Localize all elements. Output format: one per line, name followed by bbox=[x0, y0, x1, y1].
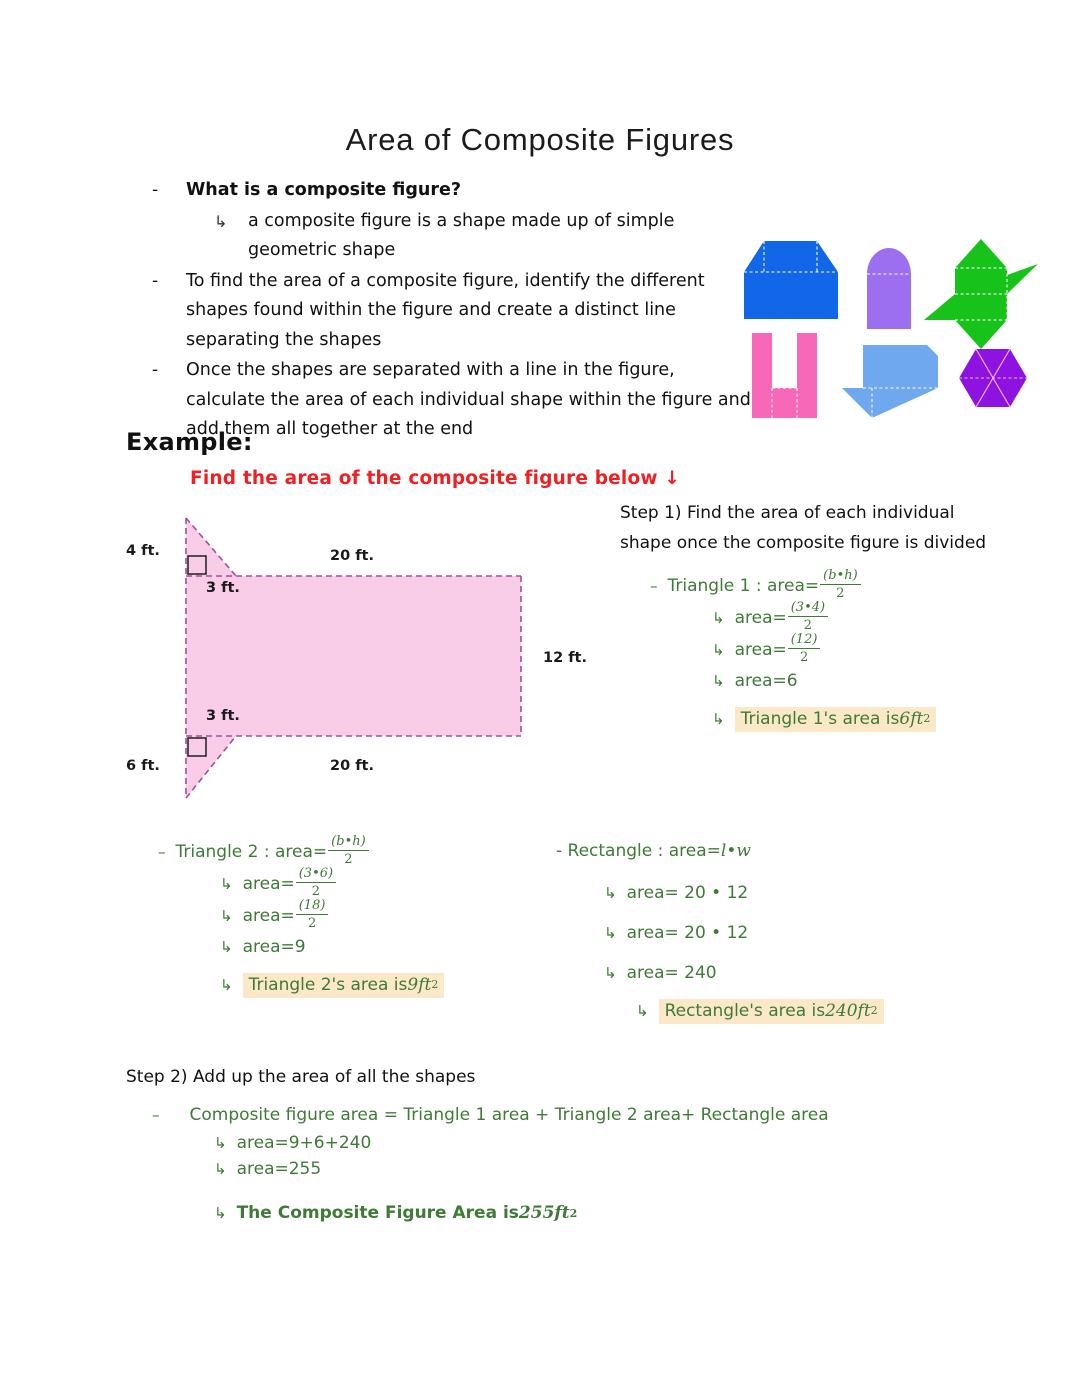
sub-bullet-arrow-icon: ↳ bbox=[214, 1204, 227, 1222]
triangle1-step-2: area= $\frac{(12)}{2}$ bbox=[735, 634, 822, 666]
bullet-dash-icon: - bbox=[152, 360, 159, 380]
sub-bullet-arrow-icon: ↳ bbox=[604, 884, 617, 902]
triangle2-answer-highlight: Triangle 2's area is 9ft 2 bbox=[243, 973, 445, 998]
fraction: $\frac{(b•h)}{2}$ bbox=[328, 835, 369, 867]
work-line bbox=[712, 666, 936, 696]
triangle1-formula bbox=[668, 570, 862, 602]
work-line bbox=[712, 634, 936, 666]
step2-equation: Composite figure area = Triangle 1 area + Triangle 2 area+ Rectangle area bbox=[189, 1105, 829, 1125]
semicircle-on-rectangle-icon bbox=[867, 248, 911, 329]
work-line bbox=[220, 900, 444, 932]
bullet-dash-icon: - bbox=[152, 180, 159, 200]
u-shape-icon bbox=[752, 333, 817, 418]
triangle2-formula-label: Triangle 2 : area= bbox=[175, 842, 328, 862]
triangle2-result: area=9 bbox=[242, 937, 306, 957]
work-line bbox=[712, 704, 936, 734]
step1-heading-line2: shape once the composite figure is divided bbox=[620, 533, 987, 553]
fraction: $\frac{(b•h)}{2}$ bbox=[820, 569, 861, 601]
triangle2-step-1: area= $\frac{(3•6)}{2}$ bbox=[243, 868, 338, 900]
step1-heading-line1: Step 1) Find the area of each individual bbox=[620, 503, 955, 523]
composite-figure-diagram bbox=[128, 508, 608, 818]
sub-bullet-arrow-icon: ↳ bbox=[712, 641, 725, 659]
bullet-dash-icon: – bbox=[158, 843, 166, 861]
triangle1-formula-label: Triangle 1 : area= bbox=[667, 576, 820, 596]
triangle1-work-block bbox=[650, 570, 936, 734]
triangle1-result: area=6 bbox=[734, 671, 798, 691]
step2-line-1: area=9+6+240 bbox=[236, 1133, 372, 1153]
dimension-label-right-height: 12 ft. bbox=[543, 650, 587, 666]
list-item bbox=[152, 267, 752, 356]
dimension-label-left-top: 4 ft. bbox=[126, 543, 160, 559]
sub-bullet-arrow-icon: ↳ bbox=[220, 976, 233, 994]
step1-heading bbox=[620, 498, 1020, 558]
rectangle-formula: - Rectangle : area= l • w bbox=[556, 841, 751, 861]
dimension-label-top-base: 3 ft. bbox=[206, 580, 240, 596]
work-line bbox=[604, 958, 884, 988]
list-item-label: Once the shapes are separated with a line in the figure, calculate the area of each individual shape within the figure and add them all together at the end bbox=[186, 360, 751, 439]
step2-line-2: area=255 bbox=[236, 1159, 322, 1179]
rectangle-step-3: area= 240 bbox=[626, 963, 717, 983]
work-line bbox=[214, 1130, 829, 1156]
triangle1-step-1: area= $\frac{(3•4)}{2}$ bbox=[735, 602, 830, 634]
work-line bbox=[220, 868, 444, 900]
final-answer: The Composite Figure Area is 255ft 2 bbox=[236, 1203, 578, 1223]
work-line bbox=[604, 878, 884, 908]
sub-bullet-arrow-icon: ↳ bbox=[220, 938, 233, 956]
bullet-dash-icon: – bbox=[650, 577, 658, 595]
rectangle-step-1: area= 20 • 12 bbox=[626, 883, 749, 903]
fraction: $\frac{(18)}{2}$ bbox=[296, 899, 329, 931]
sub-bullet-arrow-icon: ↳ bbox=[214, 1160, 227, 1178]
triangle2-formula bbox=[176, 836, 370, 868]
sub-bullet-arrow-icon: ↳ bbox=[214, 211, 228, 231]
fraction: $\frac{(3•4)}{2}$ bbox=[788, 601, 828, 633]
work-line bbox=[556, 836, 884, 866]
dimension-label-bottom-width: 20 ft. bbox=[330, 758, 374, 774]
composite-shapes-illustration bbox=[742, 228, 1038, 420]
work-line bbox=[636, 996, 884, 1026]
list-item-label: To find the area of a composite figure, identify the different shapes found within the figure and create a distinct line separating the shapes bbox=[186, 270, 705, 350]
hexagon-six-triangles-icon bbox=[959, 349, 1027, 407]
trapezoid-on-rectangle-icon bbox=[744, 241, 838, 319]
work-line bbox=[220, 932, 444, 962]
sub-bullet-arrow-icon: ↳ bbox=[712, 609, 725, 627]
sub-bullet-arrow-icon: ↳ bbox=[636, 1002, 649, 1020]
sub-bullet-arrow-icon: ↳ bbox=[712, 710, 725, 728]
work-line bbox=[712, 602, 936, 634]
sub-bullet-arrow-icon: ↳ bbox=[604, 964, 617, 982]
rectangle-answer-highlight: Rectangle's area is 240ft 2 bbox=[659, 999, 884, 1024]
work-line bbox=[650, 570, 936, 602]
list-item bbox=[152, 207, 752, 266]
step2-heading: Step 2) Add up the area of all the shapes bbox=[126, 1067, 476, 1087]
dimension-label-bottom-base: 3 ft. bbox=[206, 708, 240, 724]
sub-bullet-arrow-icon: ↳ bbox=[604, 924, 617, 942]
bullet-dash-icon: - bbox=[152, 270, 159, 291]
work-line bbox=[214, 1156, 829, 1182]
page-title: Area of Composite Figures bbox=[345, 122, 735, 157]
example-prompt: Find the area of the composite figure below ↓ bbox=[190, 468, 680, 489]
work-line bbox=[604, 918, 884, 948]
work-line bbox=[152, 1100, 829, 1130]
work-line bbox=[158, 836, 444, 868]
arrow-pentagon-icon bbox=[842, 345, 938, 418]
work-line bbox=[214, 1198, 829, 1228]
rectangle-step-2: area= 20 • 12 bbox=[626, 923, 749, 943]
sub-bullet-arrow-icon: ↳ bbox=[214, 1134, 227, 1152]
square-with-triangles-icon bbox=[924, 239, 1038, 349]
triangle2-work-block bbox=[158, 836, 444, 1000]
rectangle-work-block bbox=[556, 836, 884, 1026]
sub-bullet-arrow-icon: ↳ bbox=[220, 875, 233, 893]
sub-bullet-arrow-icon: ↳ bbox=[712, 672, 725, 690]
sub-bullet-arrow-icon: ↳ bbox=[220, 907, 233, 925]
fraction: $\frac{(3•6)}{2}$ bbox=[296, 867, 336, 899]
list-item bbox=[152, 176, 752, 206]
list-item-label: What is a composite figure? bbox=[186, 180, 461, 200]
list-item-label: a composite figure is a shape made up of simple geometric shape bbox=[248, 210, 675, 260]
step2-work-block bbox=[152, 1100, 829, 1228]
triangle1-answer-highlight: Triangle 1's area is 6ft 2 bbox=[735, 707, 937, 732]
triangle2-step-2: area= $\frac{(18)}{2}$ bbox=[243, 900, 330, 932]
example-heading: Example: bbox=[126, 428, 253, 456]
bullet-dash-icon: – bbox=[152, 1106, 160, 1124]
fraction: $\frac{(12)}{2}$ bbox=[788, 633, 821, 665]
dimension-label-left-bottom: 6 ft. bbox=[126, 758, 160, 774]
dimension-label-top-width: 20 ft. bbox=[330, 548, 374, 564]
work-line bbox=[220, 970, 444, 1000]
intro-bullet-list bbox=[152, 176, 752, 446]
